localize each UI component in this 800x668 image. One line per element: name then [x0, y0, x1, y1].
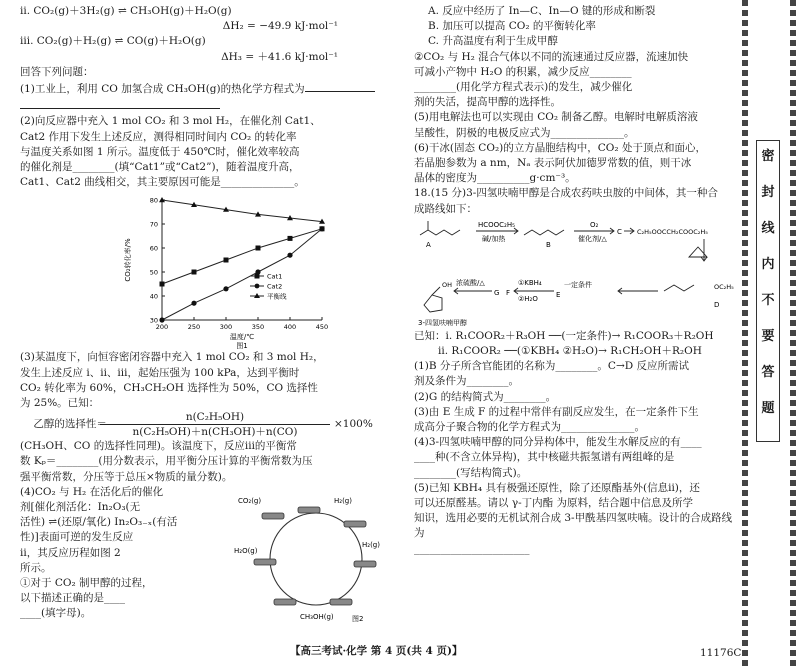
seal-char: 密 — [761, 149, 775, 164]
question-1: (1)工业上，利用 CO 加氢合成 CH₃OH(g)的热化学方程式为 — [20, 80, 398, 97]
q3b-line: 强平衡常数，分压等于总压×物质的量分数)。 — [20, 470, 233, 483]
legend-label: 平衡线 — [267, 292, 287, 301]
fig2-label-h2-a: H₂(g) — [334, 496, 352, 505]
question-1-blank — [20, 97, 398, 114]
equation-iii: ⅲ. CO₂(g)＋H₂(g) ⇌ CO(g)＋H₂O(g) — [20, 35, 206, 48]
subq-line: (5)已知 KBH₄ 具有极强还原性，除了还原酯基外(信息ⅱ)，还 — [414, 481, 700, 494]
x-tick-label: 300 — [219, 323, 233, 332]
data-point — [256, 246, 261, 251]
opts-line: B. 加压可以提高 CO₂ 的平衡转化率 — [428, 20, 596, 33]
subq-line: (3)由 E 生成 F 的过程中常伴有副反应发生，在一定条件下生 — [414, 405, 699, 418]
label-compound-g: G — [494, 288, 500, 297]
seal-char: 内 — [761, 257, 775, 272]
y-axis-title: CO₂转化率/% — [124, 238, 132, 283]
q4-line: (4)CO₂ 与 H₂ 在活化后的催化 — [20, 485, 164, 498]
q18-line: 成路线如下： — [414, 202, 477, 215]
y-tick-label: 60 — [149, 244, 158, 253]
reagent-h2o: ②H₂O — [518, 294, 538, 303]
reagent-catalyst-heat: 催化剂/△ — [578, 234, 607, 243]
seal-char: 要 — [761, 329, 775, 344]
label-oc2h5: OC₂H₅ — [714, 282, 734, 291]
label-compound-f: F — [506, 288, 511, 297]
series-line-平衡线 — [162, 200, 322, 222]
y-tick-label: 80 — [149, 196, 158, 205]
series-line-Cat1 — [162, 229, 322, 284]
label-compound-d: D — [714, 300, 720, 309]
data-point — [319, 227, 324, 232]
data-point — [255, 270, 260, 275]
question-2 — [20, 114, 398, 190]
x-tick-label: 400 — [283, 323, 297, 332]
q4-line: 所示。 — [20, 561, 52, 574]
subq-line: 成高分子聚合物的化学方程式为______________。 — [414, 421, 645, 434]
left-column — [20, 4, 398, 622]
data-point — [191, 301, 196, 306]
subq-line: ________(写结构简式)。 — [414, 466, 528, 479]
q5-line: 呈酸性，阴极的电极反应式为______________。 — [414, 126, 635, 139]
q2-line: Cat2 作用下发生上述反应，测得相同时间内 CO₂ 的转化率 — [20, 130, 297, 143]
paper-code: 11176C — [700, 647, 742, 659]
subq-line: 剂及条件为________。 — [414, 375, 519, 388]
q6-line: 若晶胞参数为 a nm，Nₐ 表示阿伏加德罗常数的值，则干冰 — [414, 157, 692, 170]
selectivity-percent: ×100% — [334, 418, 373, 431]
label-compound-e: E — [556, 290, 561, 299]
reagent-h2so4: 浓硫酸/△ — [456, 278, 485, 287]
fig2-label-co2: CO₂(g) — [238, 496, 262, 505]
x-tick-label: 250 — [187, 323, 201, 332]
thf-ring — [424, 295, 442, 312]
fig2-label-ch3oh: CH₃OH(g) — [300, 612, 334, 621]
x-tick-label: 350 — [251, 323, 265, 332]
q3b-line: 数 Kₚ＝________(用分数表示，用平衡分压计算的平衡常数为压 — [20, 455, 313, 468]
q4-line: 性)]表面可逆的发生反应 — [20, 531, 134, 544]
x-tick-label: 450 — [315, 323, 329, 332]
figure-2-mechanism — [234, 491, 394, 625]
y-tick-label: 50 — [149, 268, 158, 277]
known-reaction-2: ⅱ. R₁COOR₂ ──(①KBH₄ ②H₂O)→ R₁CH₂OH＋R₂OH — [438, 345, 702, 358]
data-point — [287, 253, 292, 258]
question-3-continued — [20, 439, 398, 485]
q2-line: 与温度关系如图 1 所示。温度低于 450℃时，催化效率较高 — [20, 145, 300, 158]
label-oh: OH — [442, 280, 453, 289]
data-point — [223, 287, 228, 292]
x-axis-title: 温度/℃ — [229, 333, 255, 342]
subq-line: 可以还原醛基。请以 γ-丁内酯 为原料，结合题中信息及所学 — [414, 497, 693, 510]
seal-char: 线 — [761, 221, 775, 236]
q3-line: (3)某温度下，向恒容密闭容器中充入 1 mol CO₂ 和 3 mol H₂， — [20, 351, 324, 364]
q4-line: 活性) ⇌(还原/氧化) In₂O₃₋ₓ(有活 — [20, 516, 178, 529]
seal-char: 题 — [761, 401, 775, 416]
label-compound-a: A — [426, 240, 431, 249]
data-point — [192, 270, 197, 275]
catalyst-site — [298, 507, 320, 513]
catalyst-site — [274, 599, 296, 605]
question-18 — [414, 186, 736, 216]
q3-line: CO₂ 转化率为 60%，CH₃CH₂OH 选择性为 50%，CO 选择性 — [20, 381, 318, 394]
page-footer: 【高三考试·化学 第 4 页(共 4 页)】 — [290, 645, 463, 657]
seal-char: 封 — [761, 185, 775, 200]
subq-line: (4)3-四氢呋喃甲醇的同分异构体中，能发生水解反应的有____ — [414, 436, 702, 449]
selectivity-denominator: n(C₂H₅OH)＋n(CH₃OH)＋n(CO) — [100, 424, 330, 440]
compound-c-formula: C₂H₅OOCCH₂COOC₂H₅ — [637, 227, 708, 236]
q4b-line: 剂的失活，提高甲醇的选择性。 — [414, 96, 561, 109]
chart-caption: 图1 — [236, 342, 248, 351]
fig2-label-h2o: H₂O(g) — [234, 546, 258, 555]
q6-line: 晶体的密度为__________g·cm⁻³。 — [414, 172, 576, 185]
data-point — [160, 282, 165, 287]
reaction-cycle — [254, 507, 376, 605]
data-point — [224, 258, 229, 263]
seal-line-box — [756, 140, 780, 442]
border-band-right — [790, 0, 796, 668]
q4-line: 剂[催化剂活化：In₂O₃(无 — [20, 501, 141, 514]
legend-label: Cat1 — [267, 272, 283, 281]
label-compound-c: C — [617, 227, 622, 236]
equation-iii-enthalpy: ΔH₃ = ＋41.6 kJ·mol⁻¹ — [221, 50, 338, 63]
product-name: 3-四氢呋喃甲醇 — [418, 318, 467, 327]
question-4-part-2 — [414, 50, 736, 111]
reagent-base-heat: 碱/加热 — [482, 234, 506, 243]
q2-line: 的催化剂是________(填“Cat1”或“Cat2”)，随着温度升高， — [20, 161, 300, 174]
seal-char: 答 — [761, 365, 775, 380]
question-18-subquestions — [414, 359, 736, 557]
q4-line: 以下描述正确的是____ — [20, 592, 125, 605]
data-point — [159, 318, 164, 323]
equation-ii-enthalpy: ΔH₂ = −49.9 kJ·mol⁻¹ — [222, 20, 338, 33]
known-reaction-1: 已知：ⅰ. R₁COOR₂＋R₃OH ──(一定条件)→ R₁COOR₃＋R₂OH — [414, 329, 714, 342]
fig2-caption: 图2 — [352, 614, 364, 623]
ch2oh-bond — [432, 287, 440, 295]
q4b-line: ________(用化学方程式表示)的发生，减少催化 — [414, 81, 633, 94]
q2-line: Cat1、Cat2 曲线相交，其主要原因可能是______________。 — [20, 176, 305, 189]
legend-label: Cat2 — [267, 282, 283, 291]
question-3 — [20, 350, 398, 411]
question-6 — [414, 141, 736, 187]
catalyst-site — [254, 559, 276, 565]
subq-line: (2)G 的结构简式为________。 — [414, 390, 557, 403]
question-5 — [414, 110, 736, 140]
subq-line: 知识，选用必要的无机试剂合成 3-甲酰基四氢呋喃。设计的合成路线为 — [414, 512, 733, 540]
y-tick-label: 70 — [149, 220, 158, 229]
q4-line: ⅱ，其反应历程如图 2 — [20, 546, 121, 559]
figure-1-chart — [120, 192, 340, 350]
q3b-line: (CH₃OH、CO 的选择性同理)。该温度下，反应ⅲ的平衡常 — [20, 440, 297, 453]
q4-line: ①对于 CO₂ 制甲醇的过程， — [20, 577, 153, 590]
synthesis-scheme — [414, 217, 736, 329]
q4b-line: 可减小产物中 H₂O 的积累，减少反应________ — [414, 65, 632, 78]
catalyst-site — [262, 513, 284, 519]
equation-ii: ⅱ. CO₂(g)＋3H₂(g) ⇌ CH₃OH(g)＋H₂O(g) — [20, 5, 232, 17]
fig2-label-h2-b: H₂(g) — [362, 540, 380, 549]
subq-line: ______________________ — [414, 542, 530, 555]
seal-char: 不 — [761, 293, 775, 308]
q18-line: 18.(15 分)3-四氢呋喃甲醇是合成农药呋虫胺的中间体，其一种合 — [414, 187, 718, 200]
opts-line: A. 反应中经历了 In—C、In—O 键的形成和断裂 — [428, 5, 656, 17]
question-4 — [20, 485, 230, 622]
right-column — [414, 4, 736, 557]
q6-line: (6)干冰(固态 CO₂)的立方晶胞结构中，CO₂ 处于顶点和面心， — [414, 141, 706, 154]
q2-line: (2)向反应器中充入 1 mol CO₂ 和 3 mol H₂，在催化剂 Cat1、 — [20, 115, 321, 128]
label-compound-b: B — [546, 240, 551, 249]
q3-line: 为 25%。已知： — [20, 397, 100, 410]
catalyst-site — [344, 521, 366, 527]
q4-line: ____(填字母)。 — [20, 607, 92, 620]
reagent-conditions: 一定条件 — [564, 280, 592, 289]
compound-b-skeleton — [524, 230, 564, 235]
series-line-Cat2 — [162, 229, 322, 320]
selectivity-formula: 乙醇的选择性＝ n(C₂H₅OH) n(C₂H₅OH)＋n(CH₃OH)＋n(CO) ×100% — [20, 411, 398, 439]
reagent-kbh4: ①KBH₄ — [518, 278, 542, 287]
x-tick-label: 200 — [155, 323, 169, 332]
question-4-options — [414, 4, 736, 50]
binding-margin — [742, 0, 800, 668]
reagent-o2: O₂ — [590, 220, 599, 229]
compound-d-skeleton — [664, 285, 694, 291]
opts-line: C. 升高温度有利于生成甲醇 — [428, 35, 558, 48]
catalyst-site — [330, 599, 352, 605]
legend-marker — [255, 284, 260, 289]
compound-a-skeleton — [420, 230, 460, 235]
y-tick-label: 30 — [149, 316, 158, 325]
q4b-line: ②CO₂ 与 H₂ 混合气体以不同的流速通过反应器，流速加快 — [414, 50, 689, 63]
questions-intro: 回答下列问题： — [20, 65, 94, 78]
selectivity-numerator: n(C₂H₅OH) — [185, 411, 245, 424]
reagent-hcooc2h5: HCOOC₂H₅ — [478, 220, 515, 229]
catalyst-site — [354, 561, 376, 567]
q3-line: 发生上述反应 ⅰ、ⅱ、ⅲ，起始压强为 100 kPa，达到平衡时 — [20, 366, 300, 379]
y-tick-label: 40 — [149, 292, 158, 301]
subq-line: (1)B 分子所含官能团的名称为________。C→D 反应所需试 — [414, 360, 690, 373]
border-band-left — [742, 0, 748, 668]
q5-line: (5)用电解法也可以实现由 CO₂ 制备乙醇。电解时电解质溶液 — [414, 111, 698, 124]
data-point — [288, 236, 293, 241]
subq-line: ____种(不含立体异构)，其中核磁共振氢谱有两组峰的是 — [414, 451, 675, 464]
